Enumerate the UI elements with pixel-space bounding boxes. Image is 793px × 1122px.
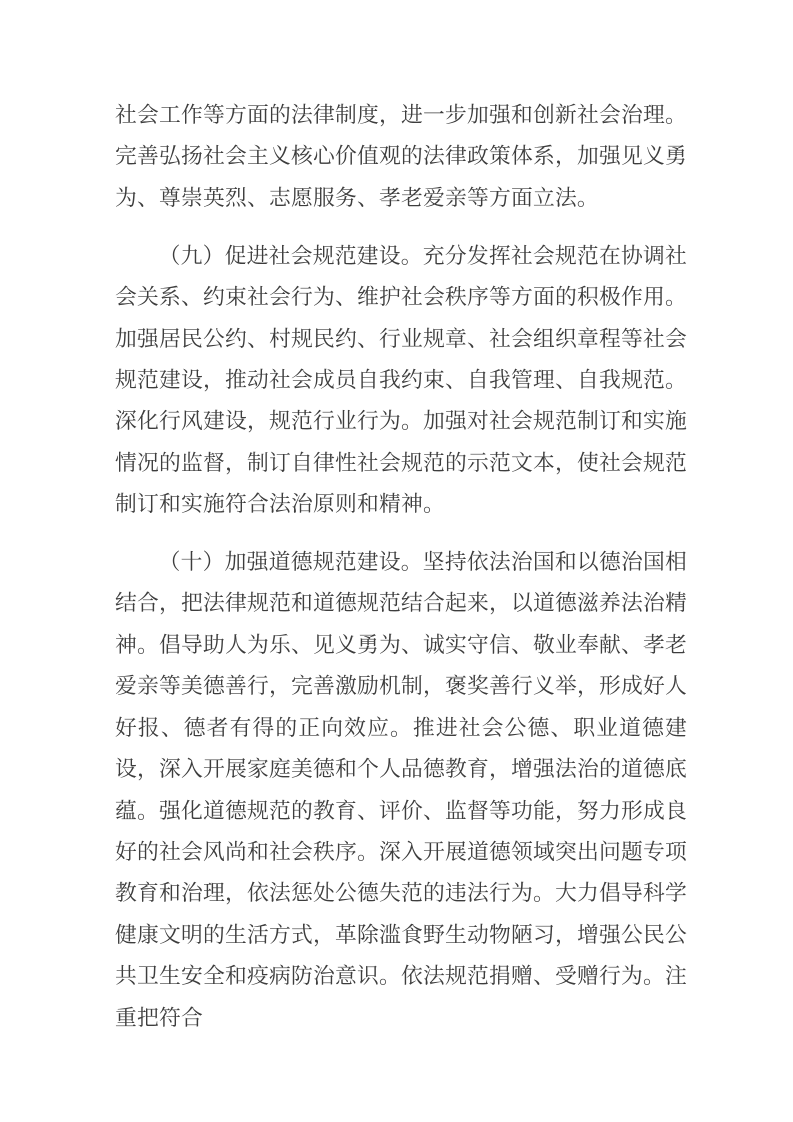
paragraph-section-9: （九）促进社会规范建设。充分发挥社会规范在协调社会关系、约束社会行为、维护社会秩序等方面的积极作用。加强居民公约、村规民约、行业规章、社会组织章程等社会规范建设，推动社会成员自我约束、自我管理、自我规范。深化行风建设，规范行业行为。加强对社会规范制订和实施情况的监督，制订自律性社会规范的示范文本，使社会规范制订和实施符合法治原则和精神。 [115,243,687,517]
paragraph-section-10: （十）加强道德规范建设。坚持依法治国和以德治国相结合，把法律规范和道德规范结合起来，以道德滋养法治精神。倡导助人为乐、见义勇为、诚实守信、敬业奉献、孝老爱亲等美德善行，完善激励机制，褒奖善行义举，形成好人好报、德者有得的正向效应。推进社会公德、职业道德建设，深入开展家庭美德和个人品德教育，增强法治的道德底蕴。强化道德规范的教育、评价、监督等功能，努力形成良好的社会风尚和社会秩序。深入开展道德领域突出问题专项教育和治理，依法惩处公德失范的违法行为。大力倡导科学健康文明的生活方式，革除滥食野生动物陋习，增强公民公共卫生安全和疫病防治意识。依法规范捐赠、受赠行为。注重把符合 [115,550,687,1030]
paragraph-continuation: 社会工作等方面的法律制度，进一步加强和创新社会治理。完善弘扬社会主义核心价值观的法律政策体系，加强见义勇为、尊崇英烈、志愿服务、孝老爱亲等方面立法。 [115,103,687,210]
document-text-block [115,95,687,1039]
